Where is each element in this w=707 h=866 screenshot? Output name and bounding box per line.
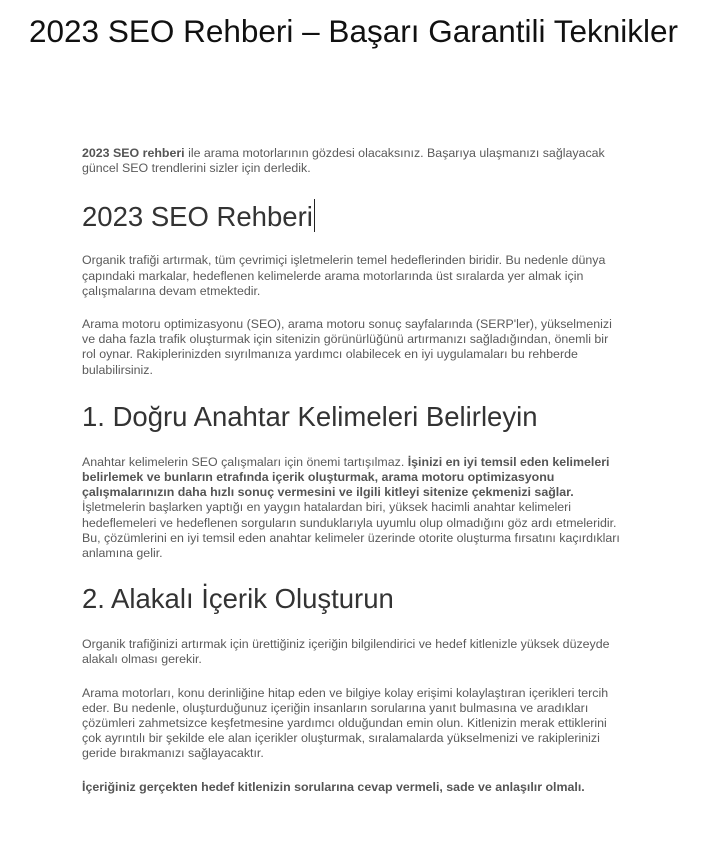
spacer [82, 615, 622, 637]
document-title: 2023 SEO Rehberi – Başarı Garantili Teknikler [29, 13, 678, 49]
text-cursor [314, 199, 315, 232]
intro-paragraph[interactable] [82, 146, 622, 176]
spacer [82, 561, 622, 583]
paragraph-icerik-ozet[interactable] [82, 780, 622, 795]
spacer [82, 378, 622, 401]
paragraph-text: Anahtar kelimelerin SEO çalışmaları için önemi tartışılmaz. [82, 454, 408, 469]
paragraph-seo-tanimi[interactable]: Arama motoru optimizasyonu (SEO), arama motoru sonuç sayfalarında (SERP'ler), yükselmenizi ve daha fazla trafik oluşturmak için sitenizin görünürlüğünü artırmanızı sağladığından, önemli bir rol oynar. Rakiplerinizden sıyrılmanıza yardımcı olabilecek en iyi uygulamaları bu rehberde bulabilirsiniz. [82, 317, 612, 377]
section-heading-alakali-icerik[interactable]: 2. Alakalı İçerik Oluşturun [82, 583, 394, 615]
paragraph-strong-text: İşinizi en iyi temsil eden kelimeleri belirlemek ve bunların etrafında içerik oluşturmak, arama motoru optimizasyonu çalışmalarınızın daha hızlı sonuç vermesini ve ilgili kitleyi sitenize çekmenizi sağlar. [82, 454, 610, 500]
intro-text: ile arama motorlarının gözdesi olacaksınız. Başarıya ulaşmanızı sağlayacak güncel SEO trendlerini sizler için derledik. [82, 146, 605, 176]
intro-strong-text: 2023 SEO rehberi [82, 146, 185, 160]
paragraph-organik-trafik-icerik[interactable]: Organik trafiğinizi artırmak için ürettiğiniz içeriğin bilgilendirici ve hedef kitlenizle yüksek düzeyde alakalı olması gerekir. [82, 637, 610, 667]
section-heading-anahtar-kelimeler[interactable]: 1. Doğru Anahtar Kelimeleri Belirleyin [82, 400, 538, 432]
document-body[interactable] [82, 146, 622, 795]
paragraph-organik-trafik[interactable]: Organik trafiği artırmak, tüm çevrimiçi işletmelerin temel hedeflerinden biridir. Bu nedenle dünya çapındaki markalar, hedeflenen kelimelerde arama motorlarında üst sıralarda yer almak için çalışmalarına devam etmektedir. [82, 253, 606, 298]
paragraph-yaygin-hatalar[interactable]: İşletmelerin başlarken yaptığı en yaygın hatalardan biri, yüksek hacimli anahtar kelimeleri hedeflemeleri ve hedeflenen sorguların sunduklarıyla uyumlu olup olmadığını göz ardı etmeleridir. Bu, çözümlerini en iyi temsil eden anahtar kelimeler üzerinde otorite oluşturma fırsatını kaçırdıkları anlamına gelir. [82, 500, 620, 561]
spacer [82, 233, 622, 253]
section-heading-seo-rehberi[interactable] [82, 199, 622, 233]
spacer [82, 762, 622, 780]
section-heading-text: 2023 SEO Rehberi [82, 201, 313, 233]
spacer [82, 176, 622, 199]
spacer [82, 299, 622, 317]
paragraph-anahtar-kelime-onemi[interactable] [82, 455, 622, 501]
spacer [82, 668, 622, 686]
paragraph-arama-motorlari[interactable]: Arama motorları, konu derinliğine hitap eden ve bilgiye kolay erişimi kolaylaştıran içerikleri tercih eder. Bu nedenle, oluşturduğunuz içeriğin insanların sorularına yanıt bulmasına ve aradıkları çözümleri zahmetsizce keşfetmesine yardımcı olduğundan emin olun. Kitlenizin merak ettiklerini çok ayrıntılı bir şekilde ele alan içerikler oluşturmak, sıralamalarda yükselmenizi ve rakiplerinizi geride bırakmanızı sağlayacaktır. [82, 685, 609, 761]
spacer [82, 433, 622, 455]
paragraph-strong-text: İçeriğiniz gerçekten hedef kitlenizin sorularına cevap vermeli, sade ve anlaşılır olmalı. [82, 779, 585, 794]
